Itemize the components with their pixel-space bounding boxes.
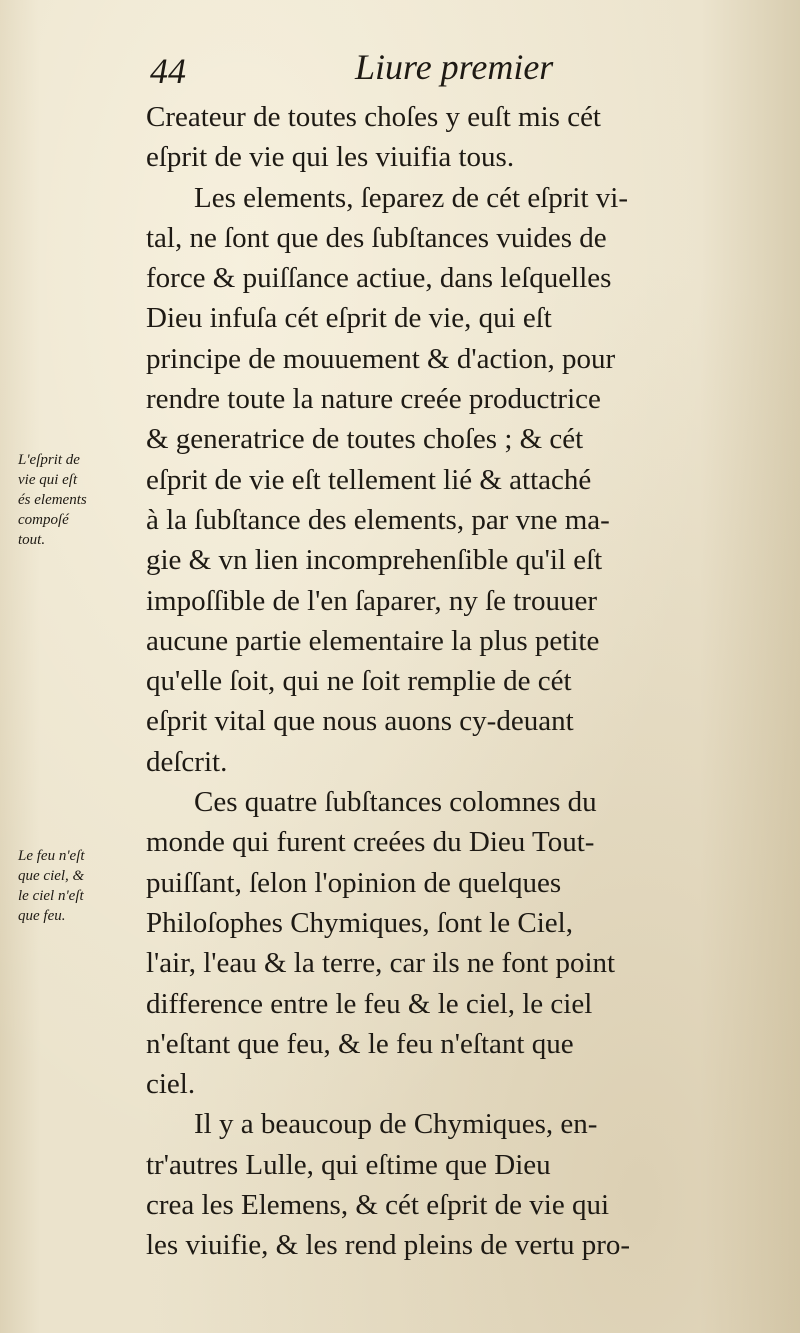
page-number: 44: [150, 51, 186, 91]
text-line: ciel.: [146, 1068, 196, 1101]
text-line: Dieu infuſa cét eſprit de vie, qui eſt: [146, 302, 552, 335]
text-line: eſprit de vie qui les viuifia tous.: [146, 141, 515, 174]
text-line: monde qui furent creées du Dieu Tout-: [146, 826, 595, 859]
text-line: qu'elle ſoit, qui ne ſoit remplie de cét: [146, 665, 572, 698]
text-line: à la ſubſtance des elements, par vne ma-: [146, 503, 610, 536]
margin-note-line: vie qui eſt: [18, 472, 78, 488]
text-line: les viuifie, & les rend pleins de vertu pro-: [146, 1229, 631, 1262]
text-line: n'eſtant que feu, & le feu n'eſtant que: [146, 1027, 574, 1060]
text-line: Createur de toutes choſes y euſt mis cét: [146, 101, 601, 133]
margin-note-line: L'eſprit de: [18, 452, 80, 468]
text-line: tr'autres Lulle, qui eſtime que Dieu: [146, 1148, 551, 1181]
body-text: [146, 97, 766, 1266]
text-line: Les elements, ſeparez de cét eſprit vi-: [194, 181, 628, 214]
text-line: impoſſible de l'en ſaparer, ny ſe trouuer: [146, 584, 597, 617]
margin-note: [18, 450, 142, 550]
text-line: principe de mouuement & d'action, pour: [146, 342, 616, 375]
text-line: Philoſophes Chymiques, ſont le Ciel,: [146, 906, 573, 939]
text-line: puiſſant, ſelon l'opinion de quelques: [146, 866, 562, 899]
running-title: Liure premier: [355, 47, 554, 87]
text-line: aucune partie elementaire la plus petite: [146, 624, 600, 657]
page-header: [0, 44, 800, 94]
text-line: tal, ne ſont que des ſubſtances vuides de: [146, 221, 607, 254]
text-line: Il y a beaucoup de Chymiques, en-: [194, 1108, 598, 1141]
margin-note-line: és elements: [18, 492, 87, 508]
text-line: & generatrice de toutes choſes ; & cét: [146, 423, 584, 456]
margin-note-line: le ciel n'eſt: [18, 888, 84, 904]
margin-note-line: tout.: [18, 532, 46, 548]
margin-note-line: que ciel, &: [18, 868, 85, 884]
margin-note-line: Le feu n'eſt: [18, 848, 85, 864]
text-line: gie & vn lien incomprehenſible qu'il eſt: [146, 544, 603, 577]
margin-note-line: que feu.: [18, 908, 66, 924]
text-line: eſprit vital que nous auons cy-deuant: [146, 705, 574, 738]
text-line: difference entre le feu & le ciel, le ciel: [146, 987, 593, 1020]
text-line: Ces quatre ſubſtances colomnes du: [194, 786, 597, 819]
text-line: force & puiſſance actiue, dans leſquelles: [146, 262, 612, 295]
text-line: l'air, l'eau & la terre, car ils ne font point: [146, 947, 616, 980]
text-line: eſprit de vie eſt tellement lié & attaché: [146, 463, 592, 496]
text-line: deſcrit.: [146, 745, 228, 778]
text-line: rendre toute la nature creée productrice: [146, 383, 601, 416]
margin-note: [18, 846, 142, 926]
margin-note-line: compoſé: [18, 512, 69, 528]
text-line: crea les Elemens, & cét eſprit de vie qui: [146, 1189, 610, 1222]
